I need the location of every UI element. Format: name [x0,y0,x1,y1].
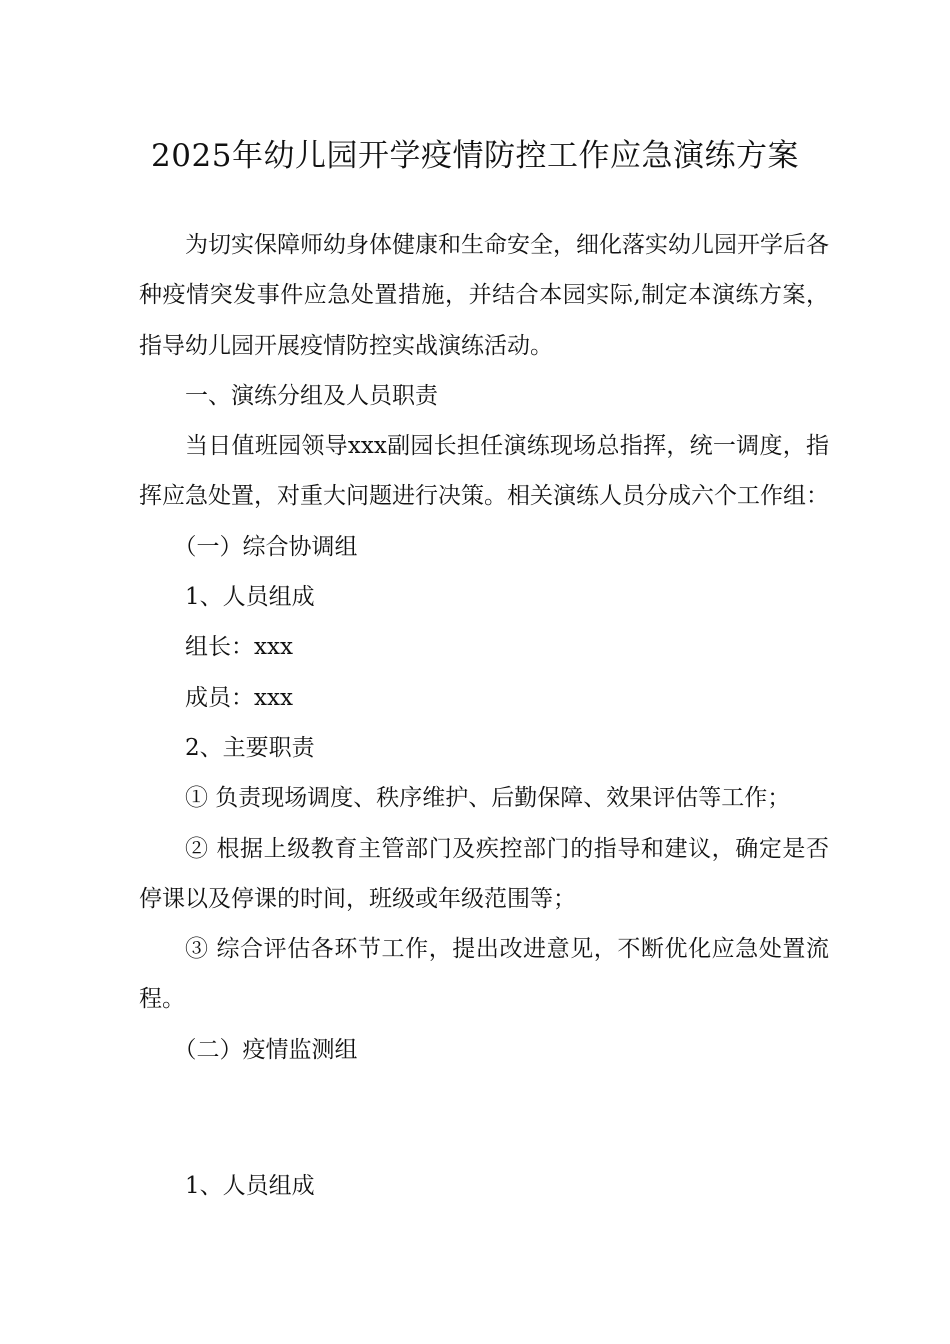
section1-heading: 一、演练分组及人员职责 [185,382,438,409]
document-title: 2025年幼儿园开学疫情防控工作应急演练方案 [151,138,799,174]
group1-members-heading: 1、人员组成 [185,584,315,611]
intro-paragraph: 为切实保障师幼身体健康和生命安全，细化落实幼儿园开学后各种疫情突发事件应急处置措施，并结合本园实际,制定本演练方案，指导幼儿园开展疫情防控实战演练活动。 [139,232,829,359]
group1-duty-1: ① 负责现场调度、秩序维护、后勤保障、效果评估等工作； [185,785,791,812]
group1-leader: 组长：xxx [185,634,293,661]
group1-heading: （一）综合协调组 [173,533,358,560]
page-gap [139,1075,829,1161]
group1-duties-heading: 2、主要职责 [185,734,315,761]
document-body [139,220,829,1211]
group1-duty-3: ③ 综合评估各环节工作，提出改进意见，不断优化应急处置流程。 [139,936,829,1013]
group1-members: 成员：xxx [185,684,293,711]
group2-heading: （二）疫情监测组 [173,1036,358,1063]
group1-duty-2: ② 根据上级教育主管部门及疾控部门的指导和建议，确定是否停课以及停课的时间，班级或年级范围等； [139,835,829,912]
section1-paragraph: 当日值班园领导xxx副园长担任演练现场总指挥，统一调度，指挥应急处置，对重大问题进行决策。相关演练人员分成六个工作组： [139,433,829,510]
group2-members-heading: 1、人员组成 [185,1173,315,1200]
